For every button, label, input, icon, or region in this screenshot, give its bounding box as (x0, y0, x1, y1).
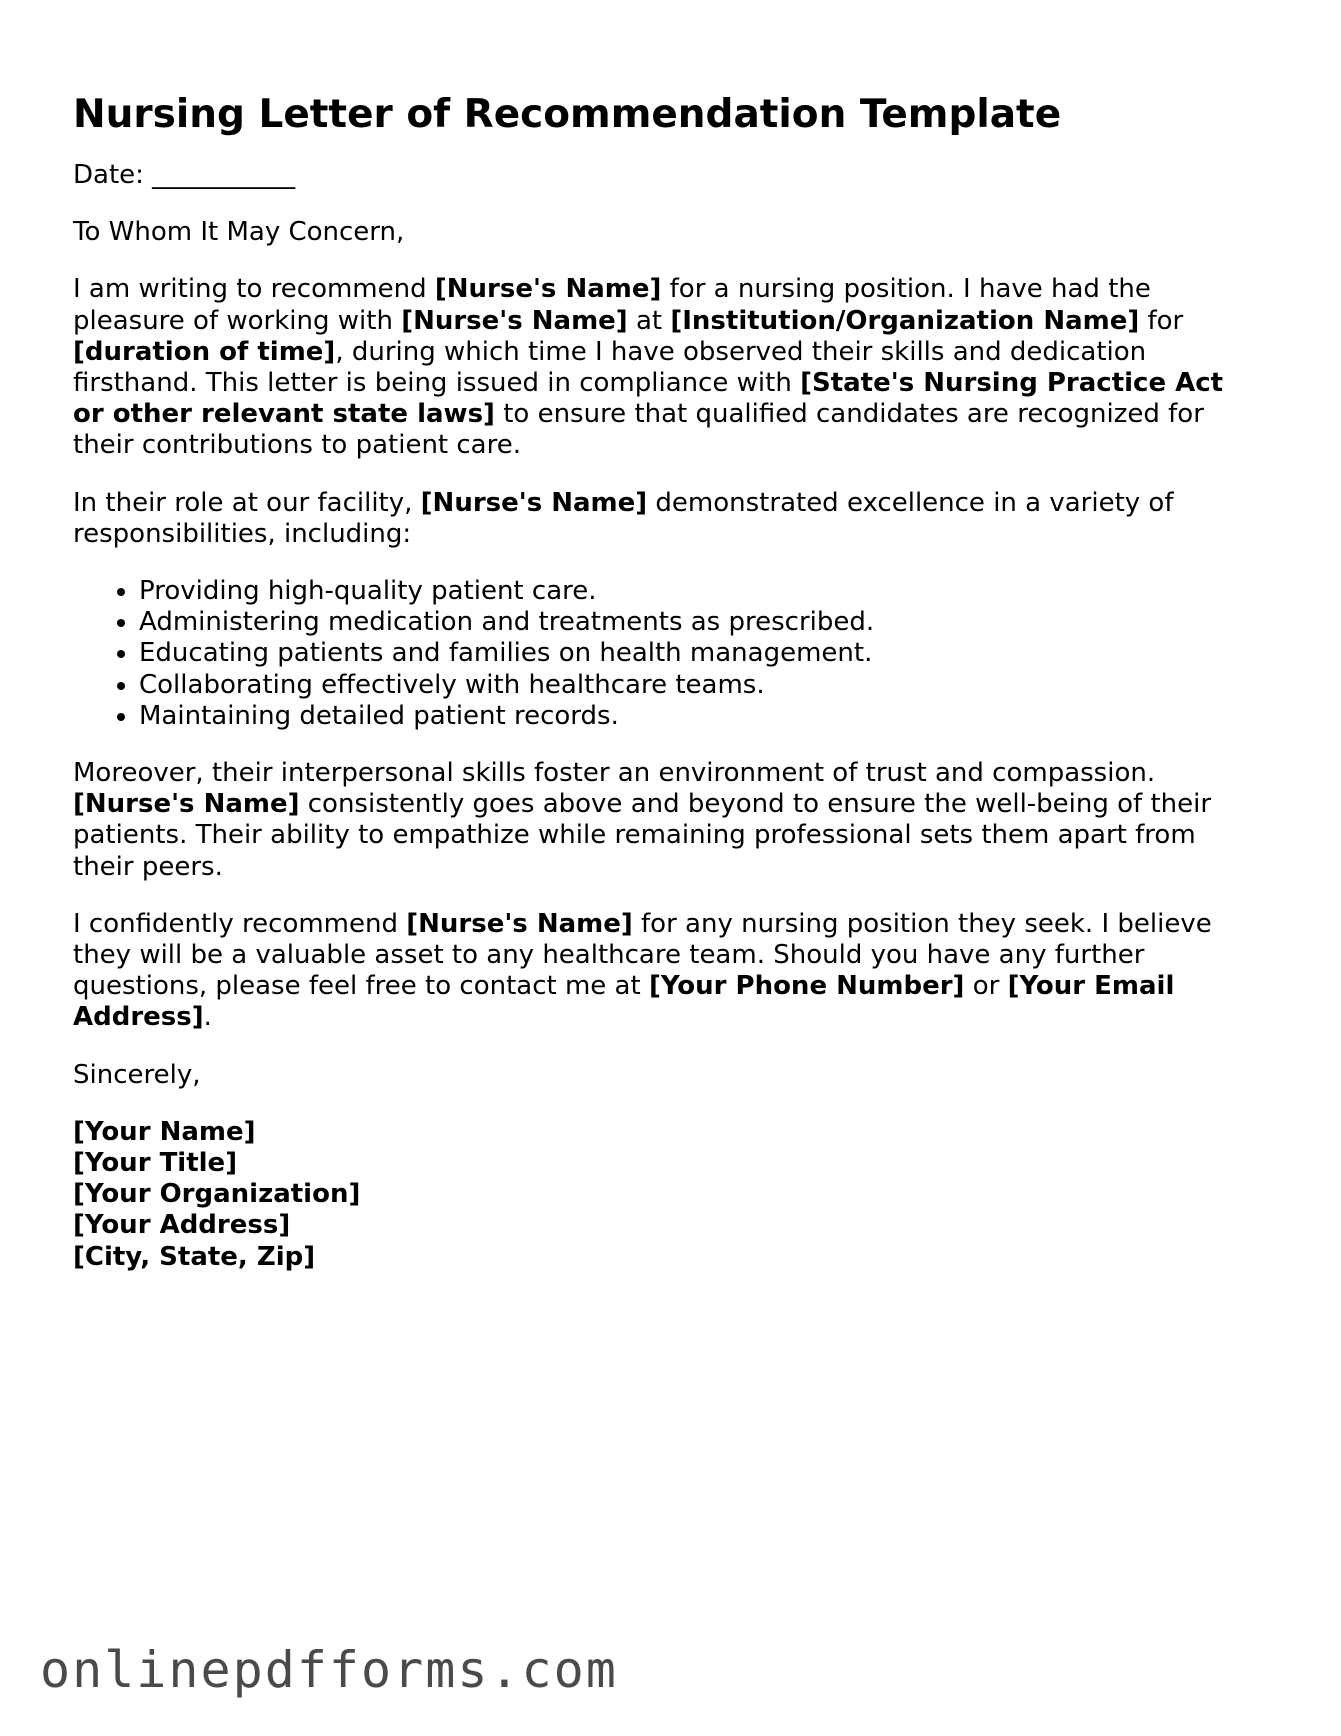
list-item: • Administering medication and treatments as prescribed. (139, 607, 1253, 638)
signature-address: [Your Address] (73, 1210, 291, 1241)
phone-placeholder: [Your Phone Number] (648, 971, 965, 1002)
document-title: Nursing Letter of Recommendation Template (73, 92, 1062, 137)
role-paragraph (73, 488, 1253, 550)
nurse-name-placeholder: [Nurse's Name] (73, 789, 300, 820)
text-segment: or (964, 971, 1008, 1002)
signature-block (73, 1117, 1253, 1273)
text-segment: at (627, 305, 671, 336)
interpersonal-paragraph (73, 758, 1253, 883)
list-item: • Educating patients and families on health management. (139, 638, 1253, 669)
text-segment: consistently goes above and beyond to ensure the well-being of their patients. Their ability to empathize while remaining professional sets them apart from their peers. (73, 789, 1212, 882)
signature-name: [Your Name] (73, 1116, 256, 1147)
email-placeholder: [Your Email Address] (73, 971, 1175, 1033)
text-segment: for any nursing position they seek. I believe they will be a valuable asset to any healthcare team. Should you have any further questions, please feel free to contact me at (73, 908, 1212, 1002)
text-segment: I am writing to recommend (73, 274, 435, 305)
text-segment: . (203, 1002, 212, 1033)
nurse-name-placeholder: [Nurse's Name] (406, 908, 633, 939)
state-law-placeholder: [State's Nursing Practice Act or other relevant state laws] (73, 368, 1224, 430)
nurse-name-placeholder: [Nurse's Name] (434, 274, 662, 305)
signature-city-state-zip: [City, State, Zip] (73, 1241, 316, 1272)
text-segment: In their role at our facility, (73, 487, 421, 518)
nurse-name-placeholder: [Nurse's Name] (420, 487, 648, 518)
date-line (73, 160, 1253, 191)
intro-paragraph (73, 274, 1253, 461)
signature-organization: [Your Organization] (73, 1179, 361, 1210)
letter-page (73, 88, 1253, 1273)
list-item: • Providing high-quality patient care. (139, 576, 1253, 607)
text-segment: to ensure that qualified candidates are recognized for their contributions to patient care. (73, 399, 1204, 461)
closing: Sincerely, (73, 1059, 201, 1090)
text-segment: I confidently recommend (73, 908, 407, 939)
salutation: To Whom It May Concern, (73, 217, 405, 248)
text-segment: for a nursing position. I have had the pleasure of working with (73, 274, 1151, 336)
text-segment: for (1139, 305, 1184, 336)
text-segment: demonstrated excellence in a variety of responsibilities, including: (73, 487, 1174, 549)
text-segment: Moreover, their interpersonal skills foster an environment of trust and compassion. (73, 758, 1156, 789)
nurse-name-placeholder: [Nurse's Name] (401, 305, 628, 336)
date-blank: ___________ (152, 160, 296, 190)
list-item: • Maintaining detailed patient records. (139, 701, 1253, 732)
text-segment: , during which time I have observed their skills and dedication firsthand. This letter is being issued in compliance with (73, 336, 1147, 399)
duration-placeholder: [duration of time] (73, 336, 336, 367)
date-label: Date: (73, 160, 144, 190)
recommendation-paragraph (73, 909, 1253, 1034)
institution-placeholder: [Institution/Organization Name] (670, 305, 1140, 336)
site-watermark: onlinepdfforms.com (40, 1641, 618, 1699)
list-item: • Collaborating effectively with healthcare teams. (139, 670, 1253, 701)
responsibilities-list (73, 576, 1253, 732)
signature-title: [Your Title] (73, 1148, 238, 1179)
